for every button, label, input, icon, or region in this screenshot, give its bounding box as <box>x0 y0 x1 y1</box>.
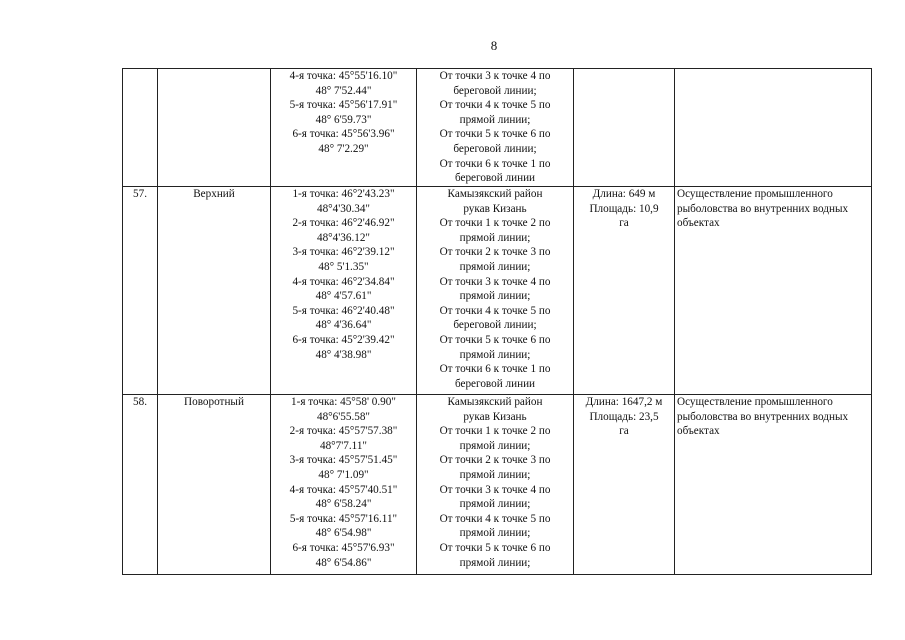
table-row <box>123 395 872 575</box>
boundary-line: Камызякский район <box>447 188 543 200</box>
purpose-cell <box>675 69 872 187</box>
coordinate-line: 6-я точка: 45°57'6.93" <box>292 541 395 554</box>
coordinate-line: 48°4'36.12" <box>316 231 370 244</box>
coordinate-line: 6-я точка: 45°2'39.42" <box>292 333 395 346</box>
coordinate-line: 4-я точка: 45°57'40.51" <box>289 483 398 496</box>
boundary-line: прямой линии; <box>459 231 531 244</box>
boundary-line: прямой линии; <box>459 348 531 361</box>
site-name: Поворотный <box>158 395 271 575</box>
coordinate-line: 4-я точка: 46°2'34.84" <box>292 275 395 288</box>
coordinate-line: 48° 4'36.64" <box>315 319 372 332</box>
coordinates-cell <box>271 187 417 395</box>
fishing-areas-table <box>122 68 872 575</box>
coordinate-line: 5-я точка: 46°2'40.48" <box>292 304 395 317</box>
boundary-line: От точки 4 к точке 5 по <box>439 304 551 317</box>
coordinate-line: 48°4'30.34" <box>316 202 370 215</box>
boundary-line: От точки 3 к точке 4 по <box>439 483 551 496</box>
row-number: 57. <box>123 187 158 395</box>
boundary-line: прямой линии; <box>459 439 531 452</box>
purpose-cell: Осуществление промышленного рыболовства во внутренних водных объектах <box>675 187 872 395</box>
purpose-cell: Осуществление промышленного рыболовства во внутренних водных объектах <box>675 395 872 575</box>
boundary-line: От точки 4 к точке 5 по <box>439 99 551 112</box>
coordinate-line: 48° 4'57.61" <box>315 290 372 303</box>
boundary-line: береговой линии; <box>453 84 537 97</box>
coordinate-line: 48° 6'59.73" <box>315 113 372 126</box>
table-row <box>123 69 872 187</box>
boundary-line: прямой линии; <box>459 527 531 540</box>
coordinate-line: 48° 6'58.24" <box>315 498 372 511</box>
boundary-line: От точки 5 к точке 6 по <box>439 128 551 141</box>
coordinate-line: 48° 7'2.29" <box>318 142 369 155</box>
site-name <box>158 69 271 187</box>
boundary-line: От точки 6 к точке 1 по <box>439 157 551 170</box>
coordinate-line: 48°7'7.11" <box>319 439 367 452</box>
boundary-line: рукав Кизань <box>463 202 527 215</box>
coordinate-line: 1-я точка: 45°58' 0.90" <box>291 396 396 408</box>
size-cell <box>574 395 675 575</box>
boundary-line: береговой линии <box>454 377 536 390</box>
boundary-line: прямой линии; <box>459 498 531 511</box>
boundary-line: От точки 3 к точке 4 по <box>439 70 551 82</box>
coordinates-cell <box>271 69 417 187</box>
boundary-line: береговой линии; <box>453 142 537 155</box>
boundary-line: От точки 4 к точке 5 по <box>439 512 551 525</box>
boundary-line: От точки 5 к точке 6 по <box>439 333 551 346</box>
coordinate-line: 48° 6'54.98" <box>315 527 372 540</box>
boundary-line: прямой линии; <box>459 260 531 273</box>
boundary-line: От точки 5 к точке 6 по <box>439 541 551 554</box>
row-number: 58. <box>123 395 158 575</box>
boundary-line: Камызякский район <box>447 396 543 408</box>
coordinate-line: 3-я точка: 45°57'51.45" <box>289 454 398 467</box>
boundary-line: От точки 6 к точке 1 по <box>439 363 551 376</box>
boundary-line: От точки 1 к точке 2 по <box>439 217 551 230</box>
boundary-line: От точки 2 к точке 3 по <box>439 454 551 467</box>
site-name: Верхний <box>158 187 271 395</box>
coordinate-line: 48°6'55.58" <box>316 410 370 423</box>
boundary-line: рукав Кизань <box>463 410 527 423</box>
size-line: Площадь: 23,5 <box>589 410 659 423</box>
boundary-line: прямой линии; <box>459 113 531 126</box>
size-line: га <box>619 217 629 230</box>
size-line: Длина: 1647,2 м <box>585 396 663 408</box>
coordinate-line: 5-я точка: 45°56'17.91" <box>289 99 398 112</box>
size-cell <box>574 187 675 395</box>
coordinate-line: 2-я точка: 46°2'46.92" <box>292 217 395 230</box>
row-number <box>123 69 158 187</box>
coordinate-line: 5-я точка: 45°57'16.11" <box>289 512 398 525</box>
boundary-line: прямой линии; <box>459 468 531 481</box>
coordinates-cell <box>271 395 417 575</box>
table-row <box>123 187 872 395</box>
size-line: га <box>619 425 629 438</box>
coordinate-line: 1-я точка: 46°2'43.23" <box>292 188 395 200</box>
size-line: Длина: 649 м <box>592 188 656 200</box>
boundary-cell <box>417 395 574 575</box>
boundary-cell <box>417 69 574 187</box>
size-cell <box>574 69 675 187</box>
coordinate-line: 48° 5'1.35" <box>318 260 369 273</box>
boundary-line: От точки 3 к точке 4 по <box>439 275 551 288</box>
boundary-cell <box>417 187 574 395</box>
boundary-line: прямой линии; <box>459 290 531 303</box>
page-number: 8 <box>490 38 498 53</box>
boundary-line: береговой линии <box>454 172 536 185</box>
coordinate-line: 6-я точка: 45°56'3.96" <box>292 128 395 141</box>
coordinate-line: 2-я точка: 45°57'57.38" <box>289 425 398 438</box>
boundary-line: прямой линии; <box>459 556 531 569</box>
coordinate-line: 48° 4'38.98" <box>315 348 372 361</box>
boundary-line: береговой линии; <box>453 319 537 332</box>
coordinate-line: 3-я точка: 46°2'39.12" <box>292 246 395 259</box>
coordinate-line: 4-я точка: 45°55'16.10" <box>289 70 398 82</box>
coordinate-line: 48° 7'1.09" <box>318 468 369 481</box>
size-line: Площадь: 10,9 <box>589 202 659 215</box>
boundary-line: От точки 2 к точке 3 по <box>439 246 551 259</box>
coordinate-line: 48° 6'54.86" <box>315 556 372 569</box>
boundary-line: От точки 1 к точке 2 по <box>439 425 551 438</box>
coordinate-line: 48° 7'52.44" <box>315 84 372 97</box>
